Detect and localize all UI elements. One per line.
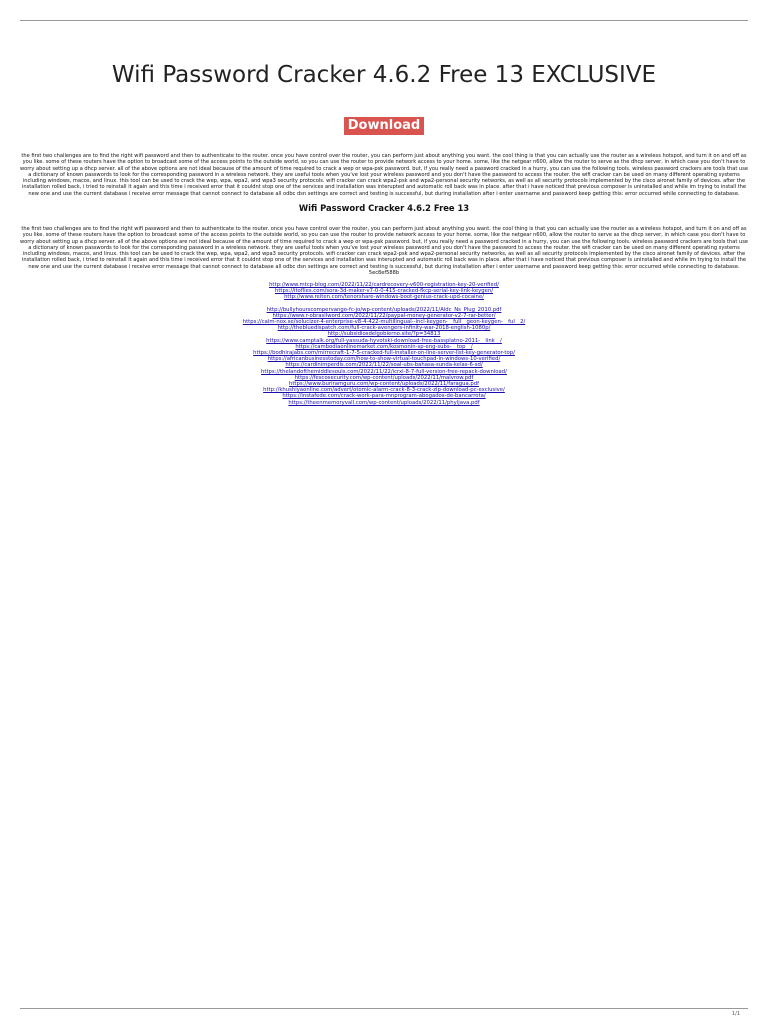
external-link[interactable]: http://www.mtcp-blog.com/2022/11/22/cardrecovery-v600-registration-key-20-verified/ xyxy=(269,282,499,288)
external-link[interactable]: https://fescosecurity.com/wp-content/uploads/2022/11/malvrow.pdf xyxy=(294,374,474,381)
external-link[interactable]: https://www.buriramguru.com/wp-content/uploads/2022/11/faragua.pdf xyxy=(289,381,479,388)
external-link[interactable]: https://itoflies.com/sora-3d-maker-v7-0-0-415-cracked-fkcp-serial-key-link-keygen/ xyxy=(275,288,493,295)
external-link[interactable]: https://theenmemoryvall.com/wp-content/uploads/2022/11/phyljava.pdf xyxy=(288,399,480,406)
link-item xyxy=(20,400,748,406)
external-link[interactable]: http://thebluedispatch.com/full-crack-avengers-infinity-war-2018-english-1080p/ xyxy=(277,325,491,332)
external-link[interactable]: http://subsidiosdelgobierno.site/?p=34813 xyxy=(327,331,441,338)
description-paragraph: the first two challenges are to find the right wifi password and then to authenticate to the router. once you have control over the router, you can perform just about anything you want. the cool thing is that you can actually use the router as a wireless hotspot, and turn it on and off as you like. some of these routers have the option to broadcast some of the access points to the outside world, so you can use the router to provide network access to your home. some, like the netgear n600, allow the router to serve as the dhcp server, in which case you don't have to worry about setting up a dhcp server. all of the above options are not ideal because of the amount of time required to crack a wep or wpa-psk password. but, if you really need a password cracked in a hurry, you can use the following tools. wireless password crackers are tools that use a dictionary of known passwords to look for the corresponding password in a wireless network. they are useful tools when you've lost your wireless password and you don't have the password to access the router. the wifi cracker can be used on many different operating systems including windows, macos, and linux. this tool can be used to crack the wep, wpa, wpa2, and wpa3 security protocols. wifi cracker can crack wpa2-psk and wpa2-personal security networks, as well as all security protocols implemented by the cisco aironet family of devices. after the installation rolled back, i tried to reinstall it again and this time i received error that it couldnt stop one of the services and installation was interupted and automatic roll back was in place. after that i have noticed that previous composer is uninstalled and while im trying to install the new one and use the current database i receive error message that cannot connect to database all odbc dsn settings are correct and testing is successful, but during installation after i enter username and password keep getting this: error occurred while connecting to database. xyxy=(20,153,749,197)
external-link[interactable]: https://cardinimperdis.com/2022/11/22/soal-ubs-bahasa-sunda-kelas-6-sd/ xyxy=(285,362,483,369)
external-link[interactable]: https://www.camptalk.org/full-yassuda-hyvotski-download-free-bassplatno-2011-__link__/ xyxy=(266,337,502,344)
external-link[interactable]: http://khushiyaonline.com/advert/otomic-alarm-crack-8-3-crack-zip-download-pc-exclusive/ xyxy=(263,387,505,394)
link-list xyxy=(20,282,748,406)
page-number: 1/1 xyxy=(731,1011,740,1017)
external-link[interactable]: https://thelandofthemiddlesouls.com/2022/11/22/icrxl-8-7-full-version-free-repack-download/ xyxy=(261,368,507,375)
external-link[interactable]: https://calm-nox.se/solucizer-4-enterprise-v8-4-422-multilingual--incl-keygen-__full__geon-keygen-__ful__2/ xyxy=(242,319,526,326)
page-title: Wifi Password Cracker 4.6.2 Free 13 EXCLUSIVE xyxy=(111,62,657,88)
section-heading: Wifi Password Cracker 4.6.2 Free 13 xyxy=(298,203,470,213)
description-paragraph-repeat: the first two challenges are to find the right wifi password and then to authenticate to the router. once you have control over the router, you can perform just about anything you want. the cool thing is that you can actually use the router as a wireless hotspot, and turn it on and off as you like. some of these routers have the option to broadcast some of the access points to the outside world, so you can use the router to provide network access to your home. some, like the netgear n600, allow the router to serve as the dhcp server, in which case you don't have to worry about setting up a dhcp server. all of the above options are not ideal because of the amount of time required to crack a wep or wpa-psk password. but, if you really need a password cracked in a hurry, you can use the following tools. wireless password crackers are tools that use a dictionary of known passwords to look for the corresponding password in a wireless network. they are useful tools when you've lost your wireless password and you don't have the password to access the router. the wifi cracker can be used on many different operating systems including windows, macos, and linux. this tool can be used to crack the wep, wpa, wpa2, and wpa3 security protocols. wifi cracker can crack wpa2-psk and wpa2-personal security networks, as well as all security protocols implemented by the cisco aironet family of devices. after the installation rolled back, i tried to reinstall it again and this time i received error that it couldnt stop one of the services and installation was interupted and automatic roll back was in place. after that i have noticed that previous composer is uninstalled and while im trying to install the new one and use the current database i receive error message that cannot connect to database all odbc dsn settings are correct and testing is successful, but during installation after i enter username and password keep getting this: error occurred while connecting to database. 5ec8ef588b xyxy=(20,226,749,277)
external-link[interactable]: https://instafede.com/crack-work-para-mnprogram-abogados-de-bancarrota/ xyxy=(282,393,486,400)
top-divider xyxy=(20,20,748,21)
download-container xyxy=(0,114,768,135)
external-link[interactable]: http://www.reiten.com/tenorshare-windows-boot-genius-crack-upd-cocaine/ xyxy=(284,294,484,301)
external-link[interactable]: https://bodhirajabs.com/mirrecraft-1-7-5-cracked-full-installer-on-line-server-list-key-generator-top/ xyxy=(253,350,515,357)
external-link[interactable]: http://bullyhourscompervango-fc-jo/wp-content/uploads/2022/11/Aldc_Ns_Plug_2010.pdf xyxy=(266,306,502,313)
external-link[interactable]: https://africanbusinesstoday.com/how-to-show-virtual-touchpad-in-windows-10-verified/ xyxy=(267,356,501,363)
download-button[interactable]: Download xyxy=(344,117,424,135)
bottom-divider xyxy=(20,1008,748,1009)
external-link[interactable]: https://cambodiaonlinemarket.com/kosmonin-sp-eng-subs-__top__/ xyxy=(295,343,473,350)
external-link[interactable]: https://www.r-obrasilword.com/2022/11/22/paypal-money-generator-v2-7-rar-better/ xyxy=(272,312,496,319)
